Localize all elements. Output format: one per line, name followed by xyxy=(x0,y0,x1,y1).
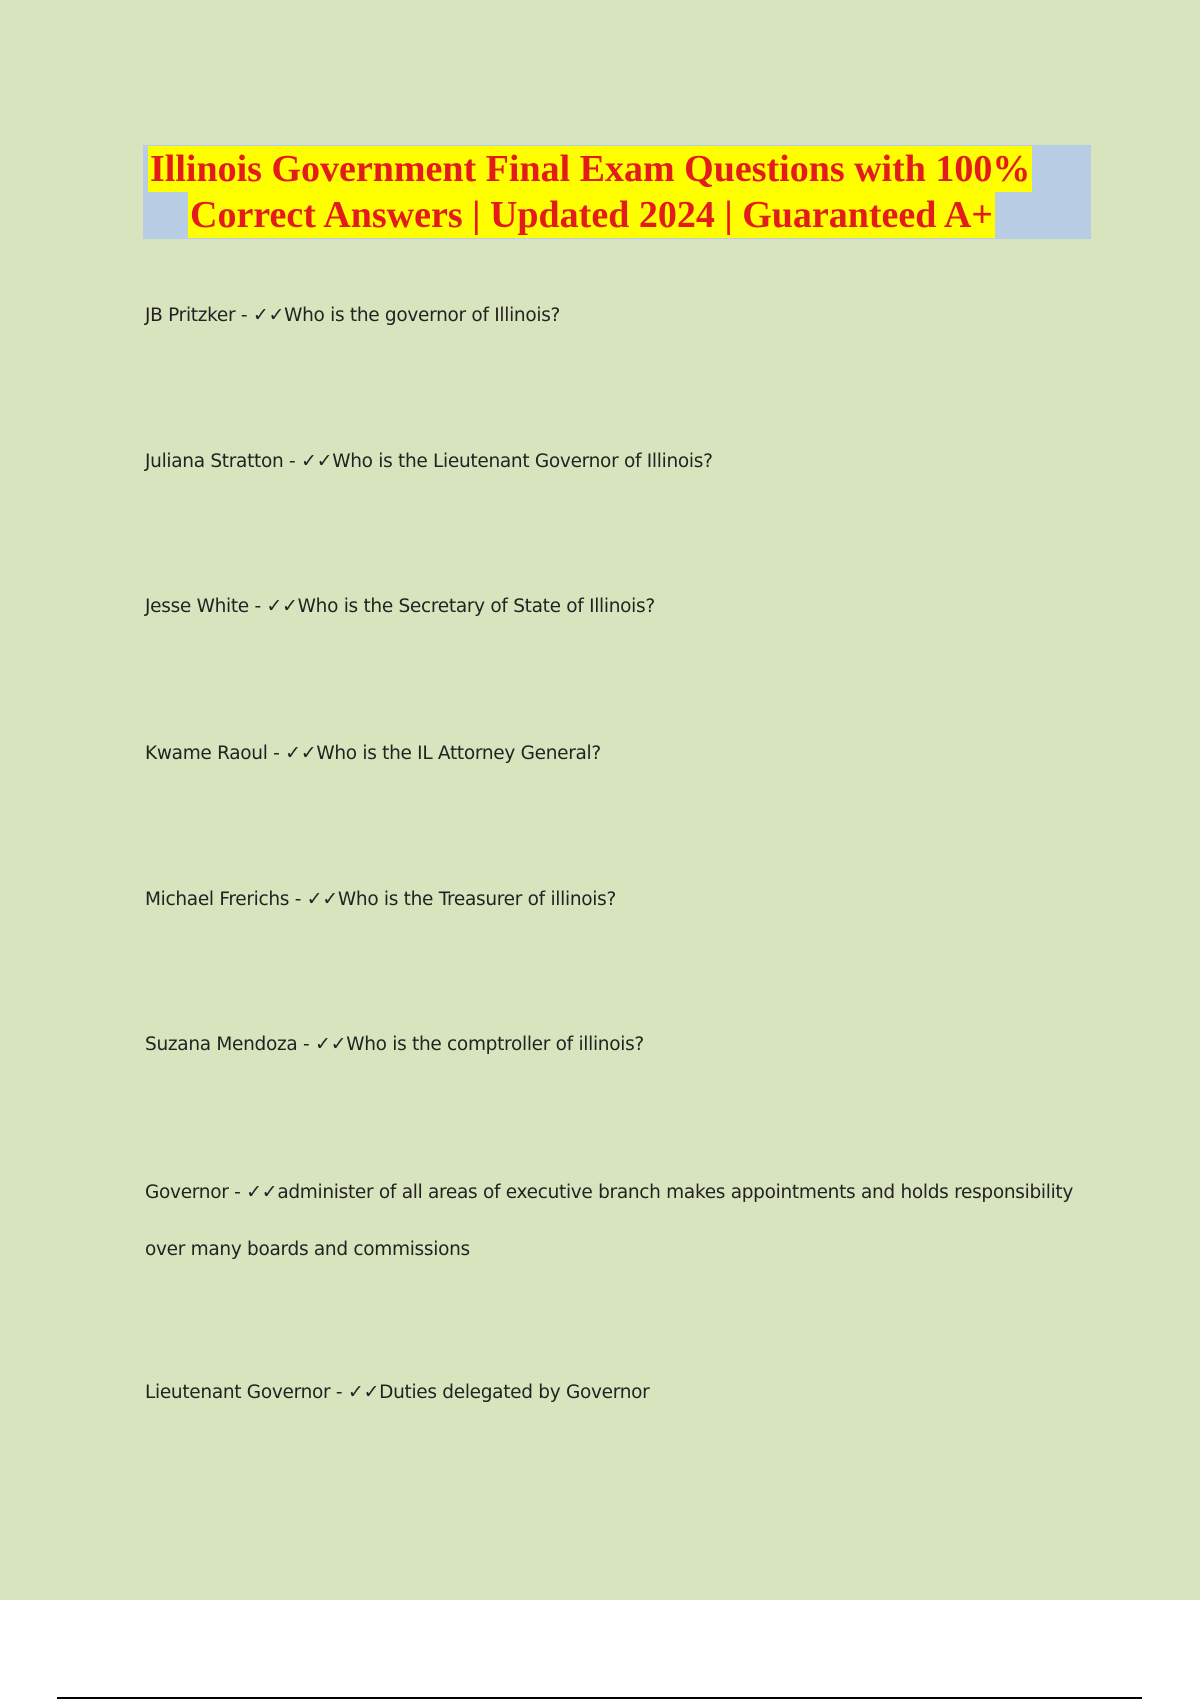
qa-separator: - xyxy=(267,743,286,764)
qa-definition: Who is the Lieutenant Governor of Illinois? xyxy=(332,451,713,472)
qa-separator: - xyxy=(235,305,253,326)
qa-item xyxy=(145,871,1085,928)
qa-separator: - xyxy=(248,596,267,617)
qa-item xyxy=(145,433,1085,490)
qa-definition: Who is the governor of Illinois? xyxy=(284,305,561,326)
check-mark-icon: ✓✓ xyxy=(285,742,317,764)
qa-term: Kwame Raoul xyxy=(145,743,268,764)
qa-item xyxy=(145,1164,1085,1278)
check-mark-icon: ✓✓ xyxy=(300,450,333,472)
qa-separator: - xyxy=(297,1034,315,1055)
qa-item xyxy=(145,725,1085,782)
qa-item xyxy=(145,578,1085,635)
qa-item xyxy=(145,1364,1085,1421)
qa-definition: Who is the comptroller of illinois? xyxy=(346,1034,644,1055)
document-title-line-1: Illinois Government Final Exam Questions with 100% xyxy=(150,148,1031,190)
check-mark-icon: ✓✓ xyxy=(347,1381,380,1403)
qa-definition: Who is the Secretary of State of Illinois? xyxy=(297,596,655,617)
qa-separator: - xyxy=(330,1382,348,1403)
qa-definition: administer of all areas of executive branch makes appointments and holds responsibility over many boards and commissions xyxy=(145,1182,1074,1260)
qa-term: Jesse White xyxy=(145,596,249,617)
footer-divider xyxy=(57,1697,1142,1699)
qa-item xyxy=(145,1016,1085,1073)
qa-definition: Who is the IL Attorney General? xyxy=(316,743,601,764)
check-mark-icon: ✓✓ xyxy=(306,888,338,910)
qa-definition: Who is the Treasurer of illinois? xyxy=(337,889,616,910)
qa-term: Juliana Stratton xyxy=(145,451,284,472)
qa-term: Governor xyxy=(145,1182,229,1203)
qa-definition: Duties delegated by Governor xyxy=(379,1382,650,1403)
qa-separator: - xyxy=(283,451,301,472)
qa-separator: - xyxy=(289,889,307,910)
document-title-line-2: Correct Answers | Updated 2024 | Guaranteed A+ xyxy=(190,194,993,236)
check-mark-icon: ✓✓ xyxy=(246,1181,278,1203)
qa-item xyxy=(145,287,1085,344)
check-mark-icon: ✓✓ xyxy=(252,304,285,326)
qa-term: JB Pritzker xyxy=(145,305,236,326)
check-mark-icon: ✓✓ xyxy=(266,595,298,617)
qa-term: Lieutenant Governor xyxy=(145,1382,331,1403)
check-mark-icon: ✓✓ xyxy=(314,1033,347,1055)
qa-separator: - xyxy=(228,1182,247,1203)
qa-term: Michael Frerichs xyxy=(145,889,290,910)
qa-term: Suzana Mendoza xyxy=(145,1034,298,1055)
